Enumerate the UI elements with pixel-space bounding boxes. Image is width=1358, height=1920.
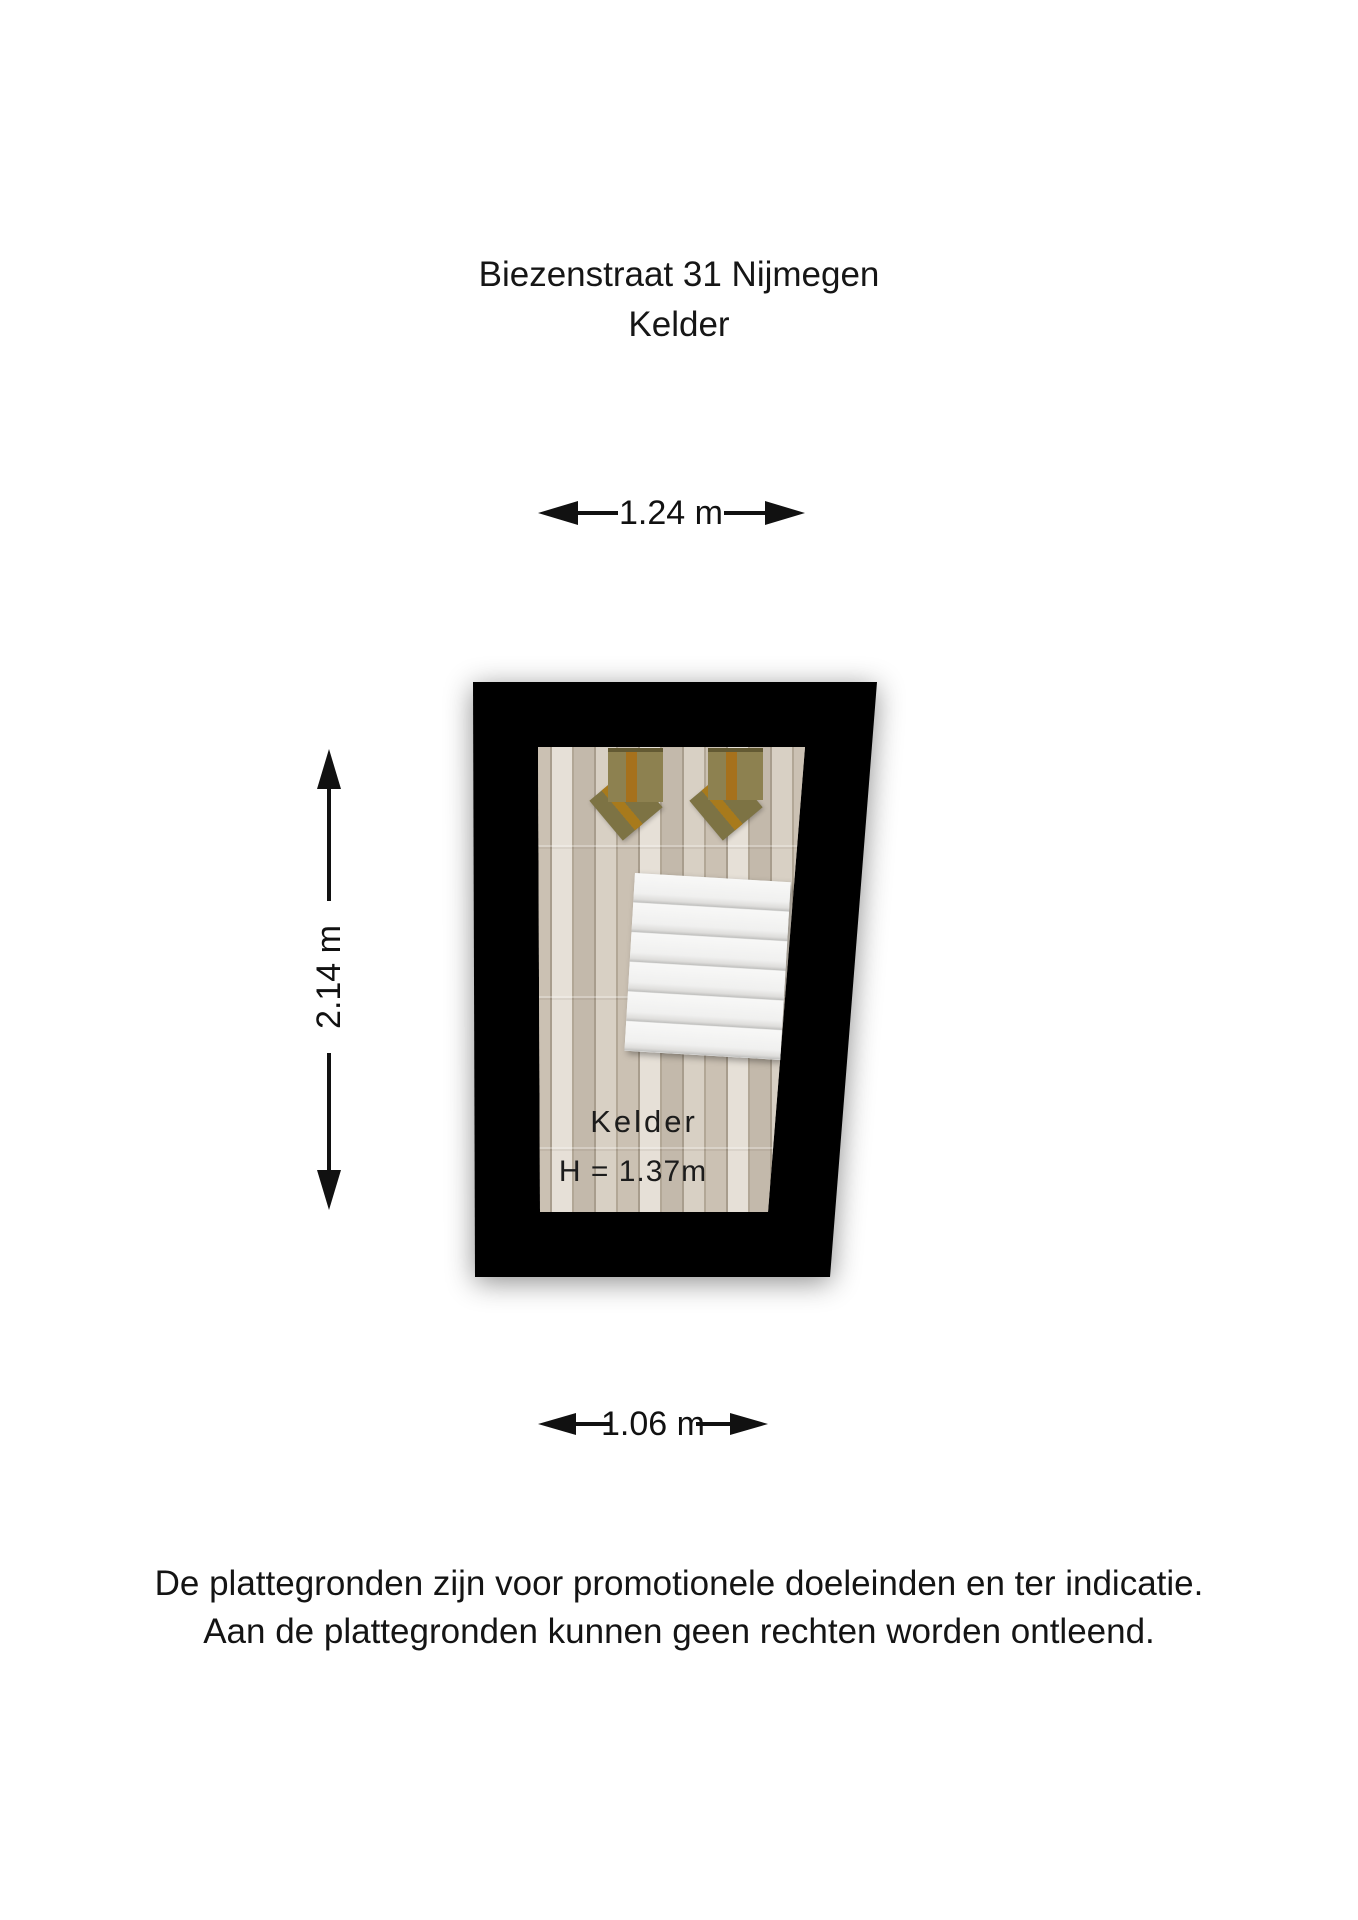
- disclaimer-line1: De plattegronden zijn voor promotionele doeleinden en ter indicatie.: [154, 1564, 1204, 1603]
- hatch-door-icon: [708, 748, 763, 800]
- dimension-left-label: 2.14 m: [310, 925, 348, 1029]
- floorplan-kelder: [420, 630, 940, 1330]
- stairs-icon: [624, 873, 790, 1060]
- dimension-top-label: 1.24 m: [619, 494, 723, 532]
- room-ceiling-height-label: H = 1.37m: [558, 1155, 708, 1188]
- plan-title-floor: Kelder: [628, 305, 730, 344]
- dimension-bottom: [520, 1402, 786, 1448]
- dimension-arrow-down-icon: [317, 1170, 341, 1210]
- plan-title: [0, 250, 1358, 350]
- room-name-label: Kelder: [590, 1104, 698, 1139]
- dimension-left: [300, 735, 358, 1225]
- dimension-top: [520, 490, 820, 536]
- disclaimer: [0, 1560, 1358, 1656]
- disclaimer-line2: Aan de plattegronden kunnen geen rechten worden ontleend.: [203, 1612, 1155, 1651]
- dimension-arrow-right-icon: [765, 501, 805, 525]
- plan-title-address: Biezenstraat 31 Nijmegen: [478, 255, 880, 294]
- hatch-door-icon: [608, 748, 663, 802]
- dimension-bottom-label: 1.06 m: [601, 1405, 705, 1443]
- dimension-arrow-right-icon: [730, 1413, 768, 1435]
